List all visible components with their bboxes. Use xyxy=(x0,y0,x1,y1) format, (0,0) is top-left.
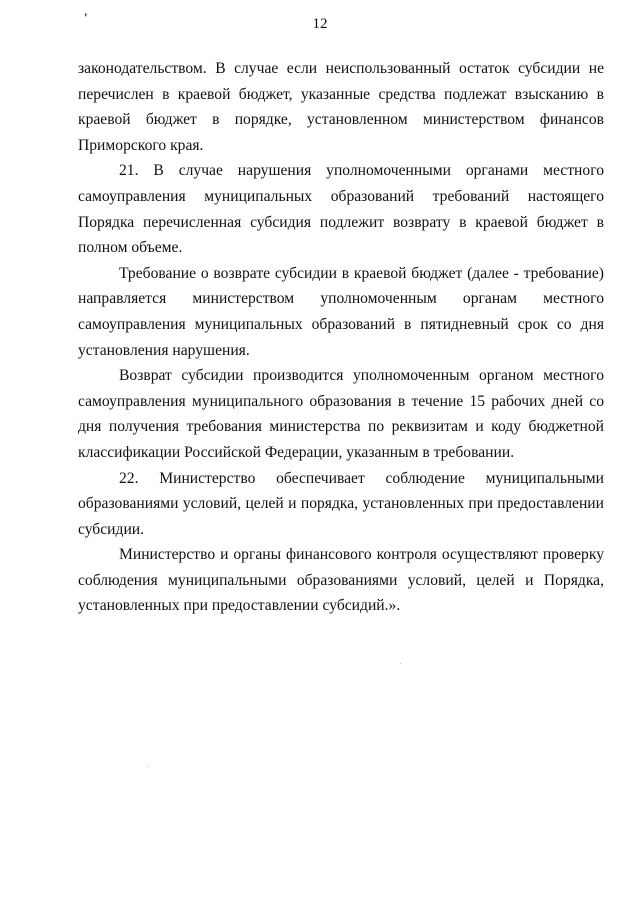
corner-mark: ' xyxy=(84,10,88,25)
paragraph-control: Министерство и органы финансового контроля осуществляют проверку соблюдения муниципальными образованиями условий, целей и Порядка, установленных при предоставлении субсидий.». xyxy=(78,546,604,615)
page-number: 12 xyxy=(312,16,328,32)
paragraph-continuation: законодательством. В случае если неиспользованный остаток субсидии не перечислен в краевой бюджет, указанные средства подлежат взысканию в краевой бюджет в порядке, установленном министерством финансов Приморского края. xyxy=(78,60,604,154)
scan-speck xyxy=(148,766,149,767)
scan-speck xyxy=(400,663,401,664)
document-body xyxy=(78,56,604,619)
paragraph-refund: Возврат субсидии производится уполномоченным органом местного самоуправления муниципального образования в течение 15 рабочих дней со дня получения требования министерства по реквизитам и коду бюджетной классификации Российской Федерации, указанным в требовании. xyxy=(78,367,604,461)
paragraph-item-22: 22. Министерство обеспечивает соблюдение муниципальными образованиями условий, целей и порядка, установленных при предоставлении субсидии. xyxy=(78,469,604,538)
paragraph-requirement: Требование о возврате субсидии в краевой бюджет (далее - требование) направляется министерством уполномоченным органам местного самоуправления муниципальных образований в пятидневный срок со дня установления нарушения. xyxy=(78,264,604,359)
paragraph-item-21: 21. В случае нарушения уполномоченными органами местного самоуправления муниципальных образований требований настоящего Порядка перечисленная субсидия подлежит возврату в краевой бюджет в полном объеме. xyxy=(78,162,604,257)
